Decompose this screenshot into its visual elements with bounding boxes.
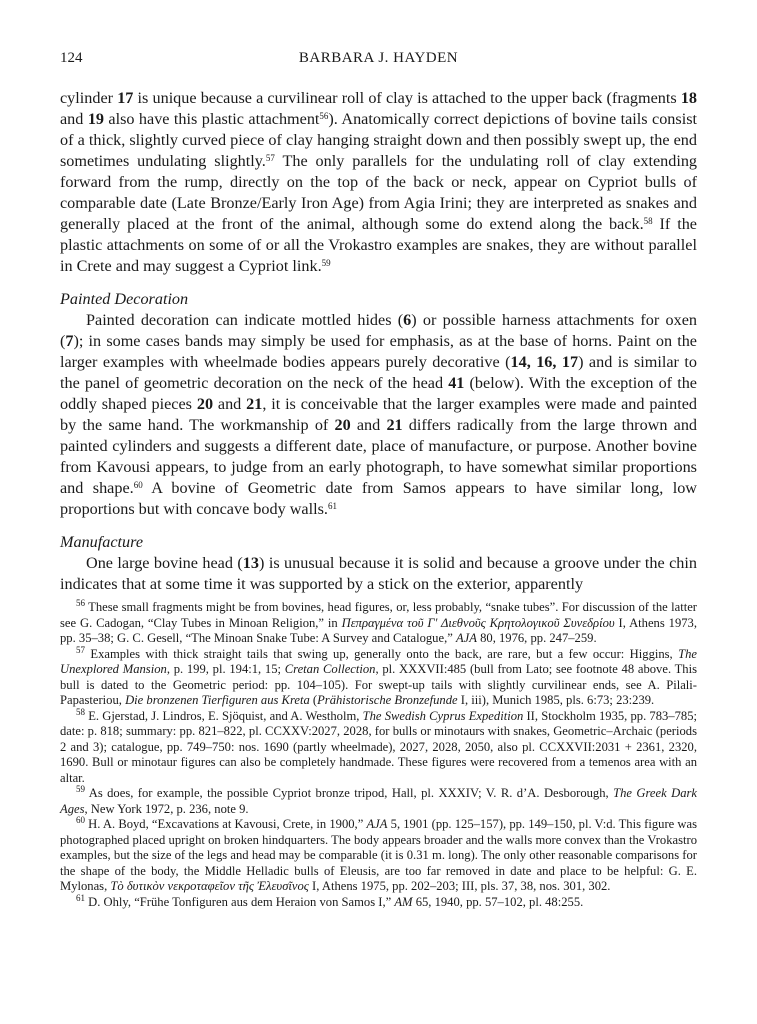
catalogue-number: 19 bbox=[87, 110, 104, 128]
footnote-59 bbox=[60, 786, 697, 817]
catalogue-number: 20 bbox=[334, 416, 351, 434]
text-run: ( bbox=[309, 693, 318, 707]
italic-title: The Swedish Cyprus Expedition bbox=[362, 708, 524, 723]
text-run: and bbox=[60, 110, 88, 128]
catalogue-number: 18 bbox=[680, 89, 697, 107]
text-run: , New York 1972, p. 236, note 9. bbox=[84, 801, 249, 816]
text-run: H. A. Boyd, “Excavations at Kavousi, Crete, in 1900,” bbox=[85, 817, 367, 831]
italic-title: Prähistorische Bronzefunde bbox=[317, 693, 458, 707]
catalogue-number: 41 bbox=[448, 374, 465, 392]
italic-title: AM bbox=[394, 894, 413, 909]
italic-title: Die bronzenen Tierfiguren aus Kreta bbox=[125, 693, 310, 707]
text-run: ) and is similar to the panel of geometric decoration on the neck of the head bbox=[60, 353, 697, 392]
text-run: cylinder bbox=[60, 89, 118, 107]
text-run: A bovine of Geometric date from Samos appears to have similar long, low proportions but with concave body walls. bbox=[60, 479, 697, 518]
text-run: differs radically from the large thrown and painted cylinders and suggests a different date, place of manufacture, or purpose. Another bovine from Kavousi appears, to judge from an early photograph, to have somewhat similar proportions and shape. bbox=[60, 416, 698, 497]
text-run: , it is conceivable that the larger examples were made and painted by the same hand. The workmanship of bbox=[60, 395, 697, 434]
catalogue-number: 6 bbox=[403, 311, 412, 329]
footnote-marker: 59 bbox=[321, 258, 331, 268]
italic-title: AJA bbox=[455, 631, 477, 645]
footnote-marker: 56 bbox=[76, 598, 85, 608]
text-run: I, Athens 1973, pp. 35–38; G. C. Gesell, “The Minoan Snake Tube: A Survey and Catalogue,” bbox=[60, 615, 697, 645]
text-run: As does, for example, the possible Cypriot bronze tripod, Hall, pl. XXXIV; V. R. d’A. Desborough, bbox=[85, 786, 614, 800]
text-run: , p. 199, pl. 194:1, 15; bbox=[166, 662, 285, 676]
text-run: E. Gjerstad, J. Lindros, E. Sjöquist, and A. Westholm, bbox=[85, 708, 363, 723]
text-run: ); in some cases bands may simply be used for emphasis, as at the base of horns. Paint on the larger examples with wheelmade bodies appears purely decorative ( bbox=[60, 332, 697, 371]
footnote-marker: 59 bbox=[76, 784, 85, 794]
text-run: is unique because a curvilinear roll of clay is attached to the upper back (fragments bbox=[133, 89, 681, 107]
running-title: BARBARA J. HAYDEN bbox=[298, 50, 459, 66]
paragraph-tails bbox=[60, 88, 697, 277]
footnote-61 bbox=[60, 892, 697, 911]
italic-title: Πεπραγμένα τοῦ Γ' Διεθνοῦς Κρητολογικοῦ Συνεδρίου bbox=[341, 615, 615, 630]
text-run: I, iii), Munich 1985, pls. 6:73; 23:239. bbox=[457, 693, 655, 707]
paragraph-manufacture bbox=[60, 553, 697, 595]
text-run: ) or possible harness attachments for oxen ( bbox=[60, 311, 697, 350]
footnote-marker: 61 bbox=[76, 892, 85, 903]
text-run: and bbox=[350, 416, 387, 434]
footnote-marker: 57 bbox=[76, 644, 85, 655]
catalogue-number: 21 bbox=[246, 395, 263, 413]
text-run: , pl. XXXVII:485 (bull from Lato; see footnote 48 above. This bull is dated to the Geometric period: pp. 104–105). For swept-up tails with slightly curvilinear ends, see A. Pilali-Papasteriou, bbox=[60, 662, 697, 707]
text-run: These small fragments might be from bovines, head figures, or, less probably, “snake tubes”. For discussion of the latter see G. Cadogan, “Clay Tubes in Minoan Religion,” in bbox=[60, 600, 697, 630]
italic-title: Τὸ δυτικὸν νεκροταφεῖον τῆς Ἐλευσῖνος bbox=[110, 879, 309, 893]
catalogue-number: 17 bbox=[117, 89, 134, 107]
italic-title: AJA bbox=[366, 817, 388, 831]
footnote-marker: 58 bbox=[76, 706, 85, 717]
catalogue-number: 7 bbox=[65, 332, 74, 350]
body-text bbox=[60, 88, 697, 595]
catalogue-number: 20 bbox=[196, 395, 214, 413]
section-heading-painted-decoration: Painted Decoration bbox=[60, 290, 189, 308]
text-run: The only parallels for the undulating roll of clay extending forward from the rump, directly on the top of the back or neck, appear on Cypriot bulls of comparable date (Late Bronze/Early Iron Age) from Agia Irini; they are interpreted as snakes and generally placed at the front of the animal, although some do extend along the back. bbox=[60, 152, 698, 233]
text-run: 80, 1976, pp. 247–259. bbox=[476, 631, 597, 645]
text-run: (below). With the exception of the oddly shaped pieces bbox=[60, 374, 697, 413]
italic-title: Cretan Collection bbox=[284, 662, 376, 676]
catalogue-number: 14, 16, 17 bbox=[510, 353, 579, 371]
text-run: I, Athens 1975, pp. 202–203; III, pls. 37, 38, nos. 301, 302. bbox=[308, 879, 611, 893]
text-run: D. Ohly, “Frühe Tonfiguren aus dem Heraion von Samos I,” bbox=[85, 894, 395, 909]
footnote-marker: 56 bbox=[319, 111, 329, 121]
footnote-marker: 58 bbox=[643, 216, 653, 226]
paragraph-painted-decoration bbox=[60, 310, 697, 520]
footnotes bbox=[60, 600, 697, 910]
text-run: ) is unusual because it is solid and because a groove under the chin indicates that at some time it was supported by a stick on the exterior, apparently bbox=[60, 554, 697, 593]
footnote-56 bbox=[60, 600, 697, 647]
text-run: One large bovine head ( bbox=[86, 554, 243, 572]
text-run: 65, 1940, pp. 57–102, pl. 48:255. bbox=[412, 894, 584, 909]
text-run: Examples with thick straight tails that swing up, generally onto the back, are rare, but a few occur: Higgins, bbox=[85, 646, 679, 661]
text-run: ). Anatomically correct depictions of bovine tails consist of a thick, slightly curved piece of clay hanging straight down and then possibly swept up, the end sometimes undulating slightly. bbox=[60, 110, 697, 170]
text-run: II, Stockholm 1935, pp. 783–785; date: p. 818; summary: pp. 821–822, pl. CCXXV:2027, 2028, for bulls or minotaurs with snakes, Geometric–Archaic (periods 2 and 3); catalogue, pp. 749–750: nos. 1690 (partly wheelmade), 2027, 2028, 2050, also pl. CCXXVII:2031 + 2361, 2320, 1690. Bull or minotaur figures can also be completely handmade. These figures were recovered from a temenos area with an altar. bbox=[60, 708, 698, 785]
footnote-57 bbox=[60, 644, 697, 709]
catalogue-number: 21 bbox=[386, 416, 403, 434]
text-run: Painted decoration can indicate mottled hides ( bbox=[86, 311, 404, 329]
footnote-marker: 60 bbox=[76, 815, 85, 825]
italic-title: The Greek Dark Ages bbox=[60, 786, 697, 816]
text-run: also have this plastic attachment bbox=[104, 110, 320, 128]
footnote-marker: 57 bbox=[265, 153, 275, 163]
catalogue-number: 13 bbox=[242, 554, 259, 572]
footnote-58 bbox=[60, 706, 698, 787]
section-heading-manufacture: Manufacture bbox=[60, 533, 144, 551]
footnote-60 bbox=[60, 817, 697, 895]
text-run: and bbox=[213, 395, 247, 413]
page-number: 124 bbox=[60, 50, 83, 66]
running-head bbox=[60, 50, 697, 70]
text-run: If the plastic attachments on some of or all the Vrokastro examples are snakes, they are without parallel in Crete and may suggest a Cypriot link. bbox=[60, 215, 697, 275]
italic-title: The Unexplored Mansion bbox=[60, 646, 697, 676]
footnote-marker: 60 bbox=[133, 480, 143, 490]
footnote-marker: 61 bbox=[327, 501, 337, 511]
text-run: 5, 1901 (pp. 125–157), pp. 149–150, pl. V:d. This figure was photographed placed upright on broken hindquarters. The body appears broader and the walls more convex than the Vrokastro examples, but the size of the legs and head may be comparable (it is 0.31 m. long). The only other reasonable comparisons for the shape of the body, the Middle Helladic bulls of Eleusis, are too far removed in date and place to be helpful: G. E. Mylonas, bbox=[60, 817, 697, 893]
